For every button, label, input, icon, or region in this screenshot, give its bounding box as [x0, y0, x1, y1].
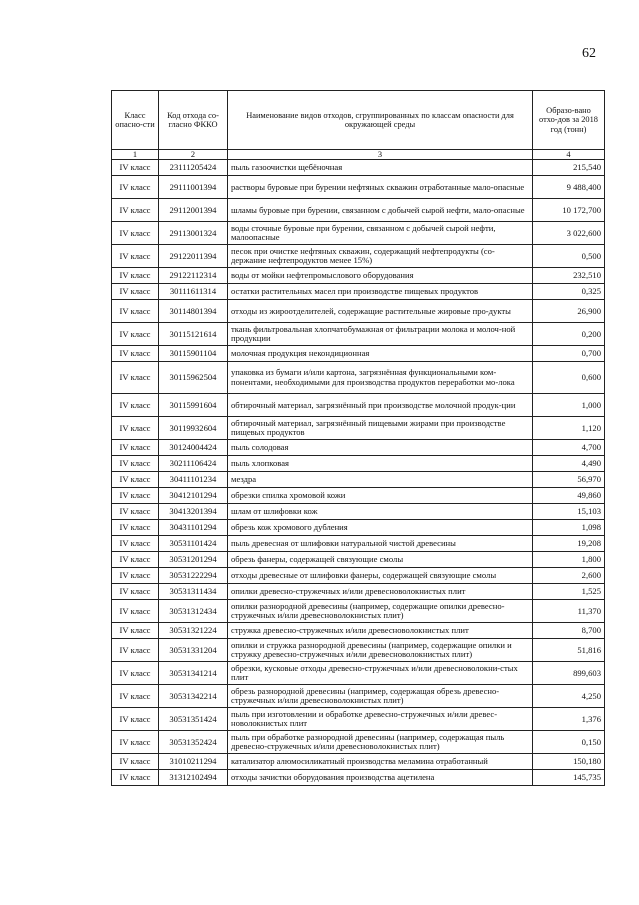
waste-amount-cell: 4,250 [533, 685, 605, 708]
waste-amount-cell: 215,540 [533, 160, 605, 176]
table-row [112, 536, 605, 552]
fkko-code-cell: 30412101294 [159, 488, 228, 504]
waste-amount-cell: 1,000 [533, 394, 605, 417]
waste-name-cell: отходы из жироотделителей, содержащие растительные жировые про-дукты [228, 300, 533, 323]
table-row [112, 639, 605, 662]
hazard-class-cell: IV класс [112, 199, 159, 222]
hazard-class-cell: IV класс [112, 362, 159, 394]
table-row [112, 584, 605, 600]
waste-name-cell: опилки древесно-стружечных и/или древесноволокнистых плит [228, 584, 533, 600]
waste-amount-cell: 1,120 [533, 417, 605, 440]
waste-name-cell: растворы буровые при бурении нефтяных скважин отработанные мало-опасные [228, 176, 533, 199]
table-row [112, 268, 605, 284]
hazard-class-cell: IV класс [112, 662, 159, 685]
table-row [112, 222, 605, 245]
fkko-code-cell: 30531351424 [159, 708, 228, 731]
table-row [112, 708, 605, 731]
table-row [112, 300, 605, 323]
waste-amount-cell: 26,900 [533, 300, 605, 323]
fkko-code-cell: 30531222294 [159, 568, 228, 584]
waste-amount-cell: 19,208 [533, 536, 605, 552]
table-row [112, 685, 605, 708]
fkko-code-cell: 30111611314 [159, 284, 228, 300]
fkko-code-cell: 30114801394 [159, 300, 228, 323]
column-number: 3 [228, 150, 533, 160]
fkko-code-cell: 30531352424 [159, 731, 228, 754]
hazard-class-cell: IV класс [112, 417, 159, 440]
waste-amount-cell: 56,970 [533, 472, 605, 488]
hazard-class-cell: IV класс [112, 456, 159, 472]
column-number: 2 [159, 150, 228, 160]
header-waste-amount: Образо-вано отхо-дов за 2018 год (тонн) [533, 91, 605, 150]
waste-name-cell: мездра [228, 472, 533, 488]
table-row [112, 160, 605, 176]
hazard-class-cell: IV класс [112, 160, 159, 176]
table-row [112, 504, 605, 520]
fkko-code-cell: 30431101294 [159, 520, 228, 536]
hazard-class-cell: IV класс [112, 346, 159, 362]
waste-amount-cell: 145,735 [533, 770, 605, 786]
hazard-class-cell: IV класс [112, 504, 159, 520]
waste-name-cell: опилки и стружка разнородной древесины (например, содержащие опилки и стружку древесно-стружечных и/или древесноволокнистых плит) [228, 639, 533, 662]
waste-table [111, 90, 605, 786]
table-row [112, 520, 605, 536]
column-number: 4 [533, 150, 605, 160]
table-row [112, 731, 605, 754]
fkko-code-cell: 29111001394 [159, 176, 228, 199]
waste-amount-cell: 11,370 [533, 600, 605, 623]
waste-amount-cell: 1,098 [533, 520, 605, 536]
fkko-code-cell: 30413201394 [159, 504, 228, 520]
hazard-class-cell: IV класс [112, 245, 159, 268]
fkko-code-cell: 30119932604 [159, 417, 228, 440]
waste-amount-cell: 0,200 [533, 323, 605, 346]
waste-amount-cell: 899,603 [533, 662, 605, 685]
waste-amount-cell: 4,490 [533, 456, 605, 472]
waste-amount-cell: 150,180 [533, 754, 605, 770]
hazard-class-cell: IV класс [112, 552, 159, 568]
waste-name-cell: ткань фильтровальная хлопчатобумажная от фильтрации молока и молоч-ной продукции [228, 323, 533, 346]
table-row [112, 623, 605, 639]
waste-name-cell: катализатор алюмосиликатный производства меламина отработанный [228, 754, 533, 770]
waste-name-cell: обтирочный материал, загрязнённый пищевыми жирами при производстве пищевых продуктов [228, 417, 533, 440]
fkko-code-cell: 29122011394 [159, 245, 228, 268]
fkko-code-cell: 30531342214 [159, 685, 228, 708]
waste-name-cell: упаковка из бумаги и/или картона, загрязнённая функциональными ком-понентами, необходимыми для производства продуктов переработки мо-лока [228, 362, 533, 394]
waste-name-cell: опилки разнородной древесины (например, содержащие опилки древесно-стружечных и/или древесноволокнистых плит) [228, 600, 533, 623]
fkko-code-cell: 30531311434 [159, 584, 228, 600]
fkko-code-cell: 30211106424 [159, 456, 228, 472]
hazard-class-cell: IV класс [112, 600, 159, 623]
fkko-code-cell: 30531341214 [159, 662, 228, 685]
hazard-class-cell: IV класс [112, 708, 159, 731]
waste-name-cell: пыль при изготовлении и обработке древесно-стружечных и/или древес-новолокнистых плит [228, 708, 533, 731]
column-number: 1 [112, 150, 159, 160]
fkko-code-cell: 30531331204 [159, 639, 228, 662]
table-row [112, 362, 605, 394]
fkko-code-cell: 30115121614 [159, 323, 228, 346]
waste-name-cell: обрезки, кусковые отходы древесно-стружечных и/или древесноволокни-стых плит [228, 662, 533, 685]
table-row [112, 346, 605, 362]
waste-amount-cell: 0,600 [533, 362, 605, 394]
hazard-class-cell: IV класс [112, 472, 159, 488]
table-row [112, 440, 605, 456]
hazard-class-cell: IV класс [112, 284, 159, 300]
waste-amount-cell: 15,103 [533, 504, 605, 520]
fkko-code-cell: 31312102494 [159, 770, 228, 786]
waste-amount-cell: 8,700 [533, 623, 605, 639]
hazard-class-cell: IV класс [112, 440, 159, 456]
hazard-class-cell: IV класс [112, 520, 159, 536]
fkko-code-cell: 30531312434 [159, 600, 228, 623]
table-row [112, 417, 605, 440]
header-fkko-code: Код отхода со-гласно ФККО [159, 91, 228, 150]
hazard-class-cell: IV класс [112, 300, 159, 323]
table-row [112, 552, 605, 568]
hazard-class-cell: IV класс [112, 536, 159, 552]
waste-name-cell: воды сточные буровые при бурении, связанном с добычей сырой нефти, малоопасные [228, 222, 533, 245]
waste-amount-cell: 0,325 [533, 284, 605, 300]
waste-amount-cell: 3 022,600 [533, 222, 605, 245]
waste-name-cell: стружка древесно-стружечных и/или древесноволокнистых плит [228, 623, 533, 639]
waste-name-cell: шлам от шлифовки кож [228, 504, 533, 520]
fkko-code-cell: 30531321224 [159, 623, 228, 639]
waste-name-cell: обрезь кож хромового дубления [228, 520, 533, 536]
hazard-class-cell: IV класс [112, 394, 159, 417]
table-row [112, 662, 605, 685]
table-row [112, 568, 605, 584]
table-row [112, 323, 605, 346]
fkko-code-cell: 30115901104 [159, 346, 228, 362]
page-number: 62 [582, 46, 596, 61]
waste-name-cell: воды от мойки нефтепромыслового оборудования [228, 268, 533, 284]
waste-amount-cell: 51,816 [533, 639, 605, 662]
waste-name-cell: отходы древесные от шлифовки фанеры, содержащей связующие смолы [228, 568, 533, 584]
waste-name-cell: пыль газоочистки щебёночная [228, 160, 533, 176]
waste-amount-cell: 49,860 [533, 488, 605, 504]
waste-amount-cell: 1,376 [533, 708, 605, 731]
waste-name-cell: обрезки спилка хромовой кожи [228, 488, 533, 504]
table-row [112, 770, 605, 786]
fkko-code-cell: 31010211294 [159, 754, 228, 770]
hazard-class-cell: IV класс [112, 488, 159, 504]
table-row [112, 472, 605, 488]
table-row [112, 600, 605, 623]
fkko-code-cell: 30115962504 [159, 362, 228, 394]
hazard-class-cell: IV класс [112, 176, 159, 199]
waste-name-cell: пыль солодовая [228, 440, 533, 456]
waste-amount-cell: 9 488,400 [533, 176, 605, 199]
waste-amount-cell: 1,525 [533, 584, 605, 600]
table-row [112, 488, 605, 504]
table-row [112, 394, 605, 417]
hazard-class-cell: IV класс [112, 754, 159, 770]
fkko-code-cell: 29113001324 [159, 222, 228, 245]
hazard-class-cell: IV класс [112, 268, 159, 284]
waste-name-cell: пыль древесная от шлифовки натуральной чистой древесины [228, 536, 533, 552]
hazard-class-cell: IV класс [112, 639, 159, 662]
table-row [112, 245, 605, 268]
header-hazard-class: Класс опасно-сти [112, 91, 159, 150]
waste-amount-cell: 1,800 [533, 552, 605, 568]
hazard-class-cell: IV класс [112, 731, 159, 754]
table-row [112, 754, 605, 770]
hazard-class-cell: IV класс [112, 623, 159, 639]
waste-name-cell: песок при очистке нефтяных скважин, содержащий нефтепродукты (со-держание нефтепродуктов менее 15%) [228, 245, 533, 268]
waste-name-cell: остатки растительных масел при производстве пищевых продуктов [228, 284, 533, 300]
fkko-code-cell: 23111205424 [159, 160, 228, 176]
table-row [112, 176, 605, 199]
waste-name-cell: обрезь фанеры, содержащей связующие смолы [228, 552, 533, 568]
hazard-class-cell: IV класс [112, 770, 159, 786]
hazard-class-cell: IV класс [112, 323, 159, 346]
waste-table-body [112, 160, 605, 786]
table-row [112, 456, 605, 472]
waste-name-cell: пыль при обработке разнородной древесины (например, содержащая пыль древесно-стружечных и/или древесноволокнистых плит) [228, 731, 533, 754]
waste-amount-cell: 2,600 [533, 568, 605, 584]
table-row [112, 199, 605, 222]
waste-name-cell: обрезь разнородной древесины (например, содержащая обрезь древесно-стружечных и/или древесноволокнистых плит) [228, 685, 533, 708]
fkko-code-cell: 29122112314 [159, 268, 228, 284]
hazard-class-cell: IV класс [112, 685, 159, 708]
waste-name-cell: пыль хлопковая [228, 456, 533, 472]
hazard-class-cell: IV класс [112, 222, 159, 245]
waste-amount-cell: 10 172,700 [533, 199, 605, 222]
fkko-code-cell: 30531101424 [159, 536, 228, 552]
waste-name-cell: молочная продукция некондиционная [228, 346, 533, 362]
table-row [112, 284, 605, 300]
waste-amount-cell: 0,150 [533, 731, 605, 754]
fkko-code-cell: 30115991604 [159, 394, 228, 417]
waste-name-cell: отходы зачистки оборудования производства ацетилена [228, 770, 533, 786]
hazard-class-cell: IV класс [112, 568, 159, 584]
fkko-code-cell: 29112001394 [159, 199, 228, 222]
fkko-code-cell: 30411101234 [159, 472, 228, 488]
waste-amount-cell: 0,500 [533, 245, 605, 268]
fkko-code-cell: 30531201294 [159, 552, 228, 568]
waste-amount-cell: 0,700 [533, 346, 605, 362]
waste-name-cell: шламы буровые при бурении, связанном с добычей сырой нефти, мало-опасные [228, 199, 533, 222]
waste-name-cell: обтирочный материал, загрязнённый при производстве молочной продук-ции [228, 394, 533, 417]
hazard-class-cell: IV класс [112, 584, 159, 600]
fkko-code-cell: 30124004424 [159, 440, 228, 456]
waste-amount-cell: 4,700 [533, 440, 605, 456]
header-waste-name: Наименование видов отходов, сгруппированных по классам опасности для окружающей среды [228, 91, 533, 150]
waste-amount-cell: 232,510 [533, 268, 605, 284]
